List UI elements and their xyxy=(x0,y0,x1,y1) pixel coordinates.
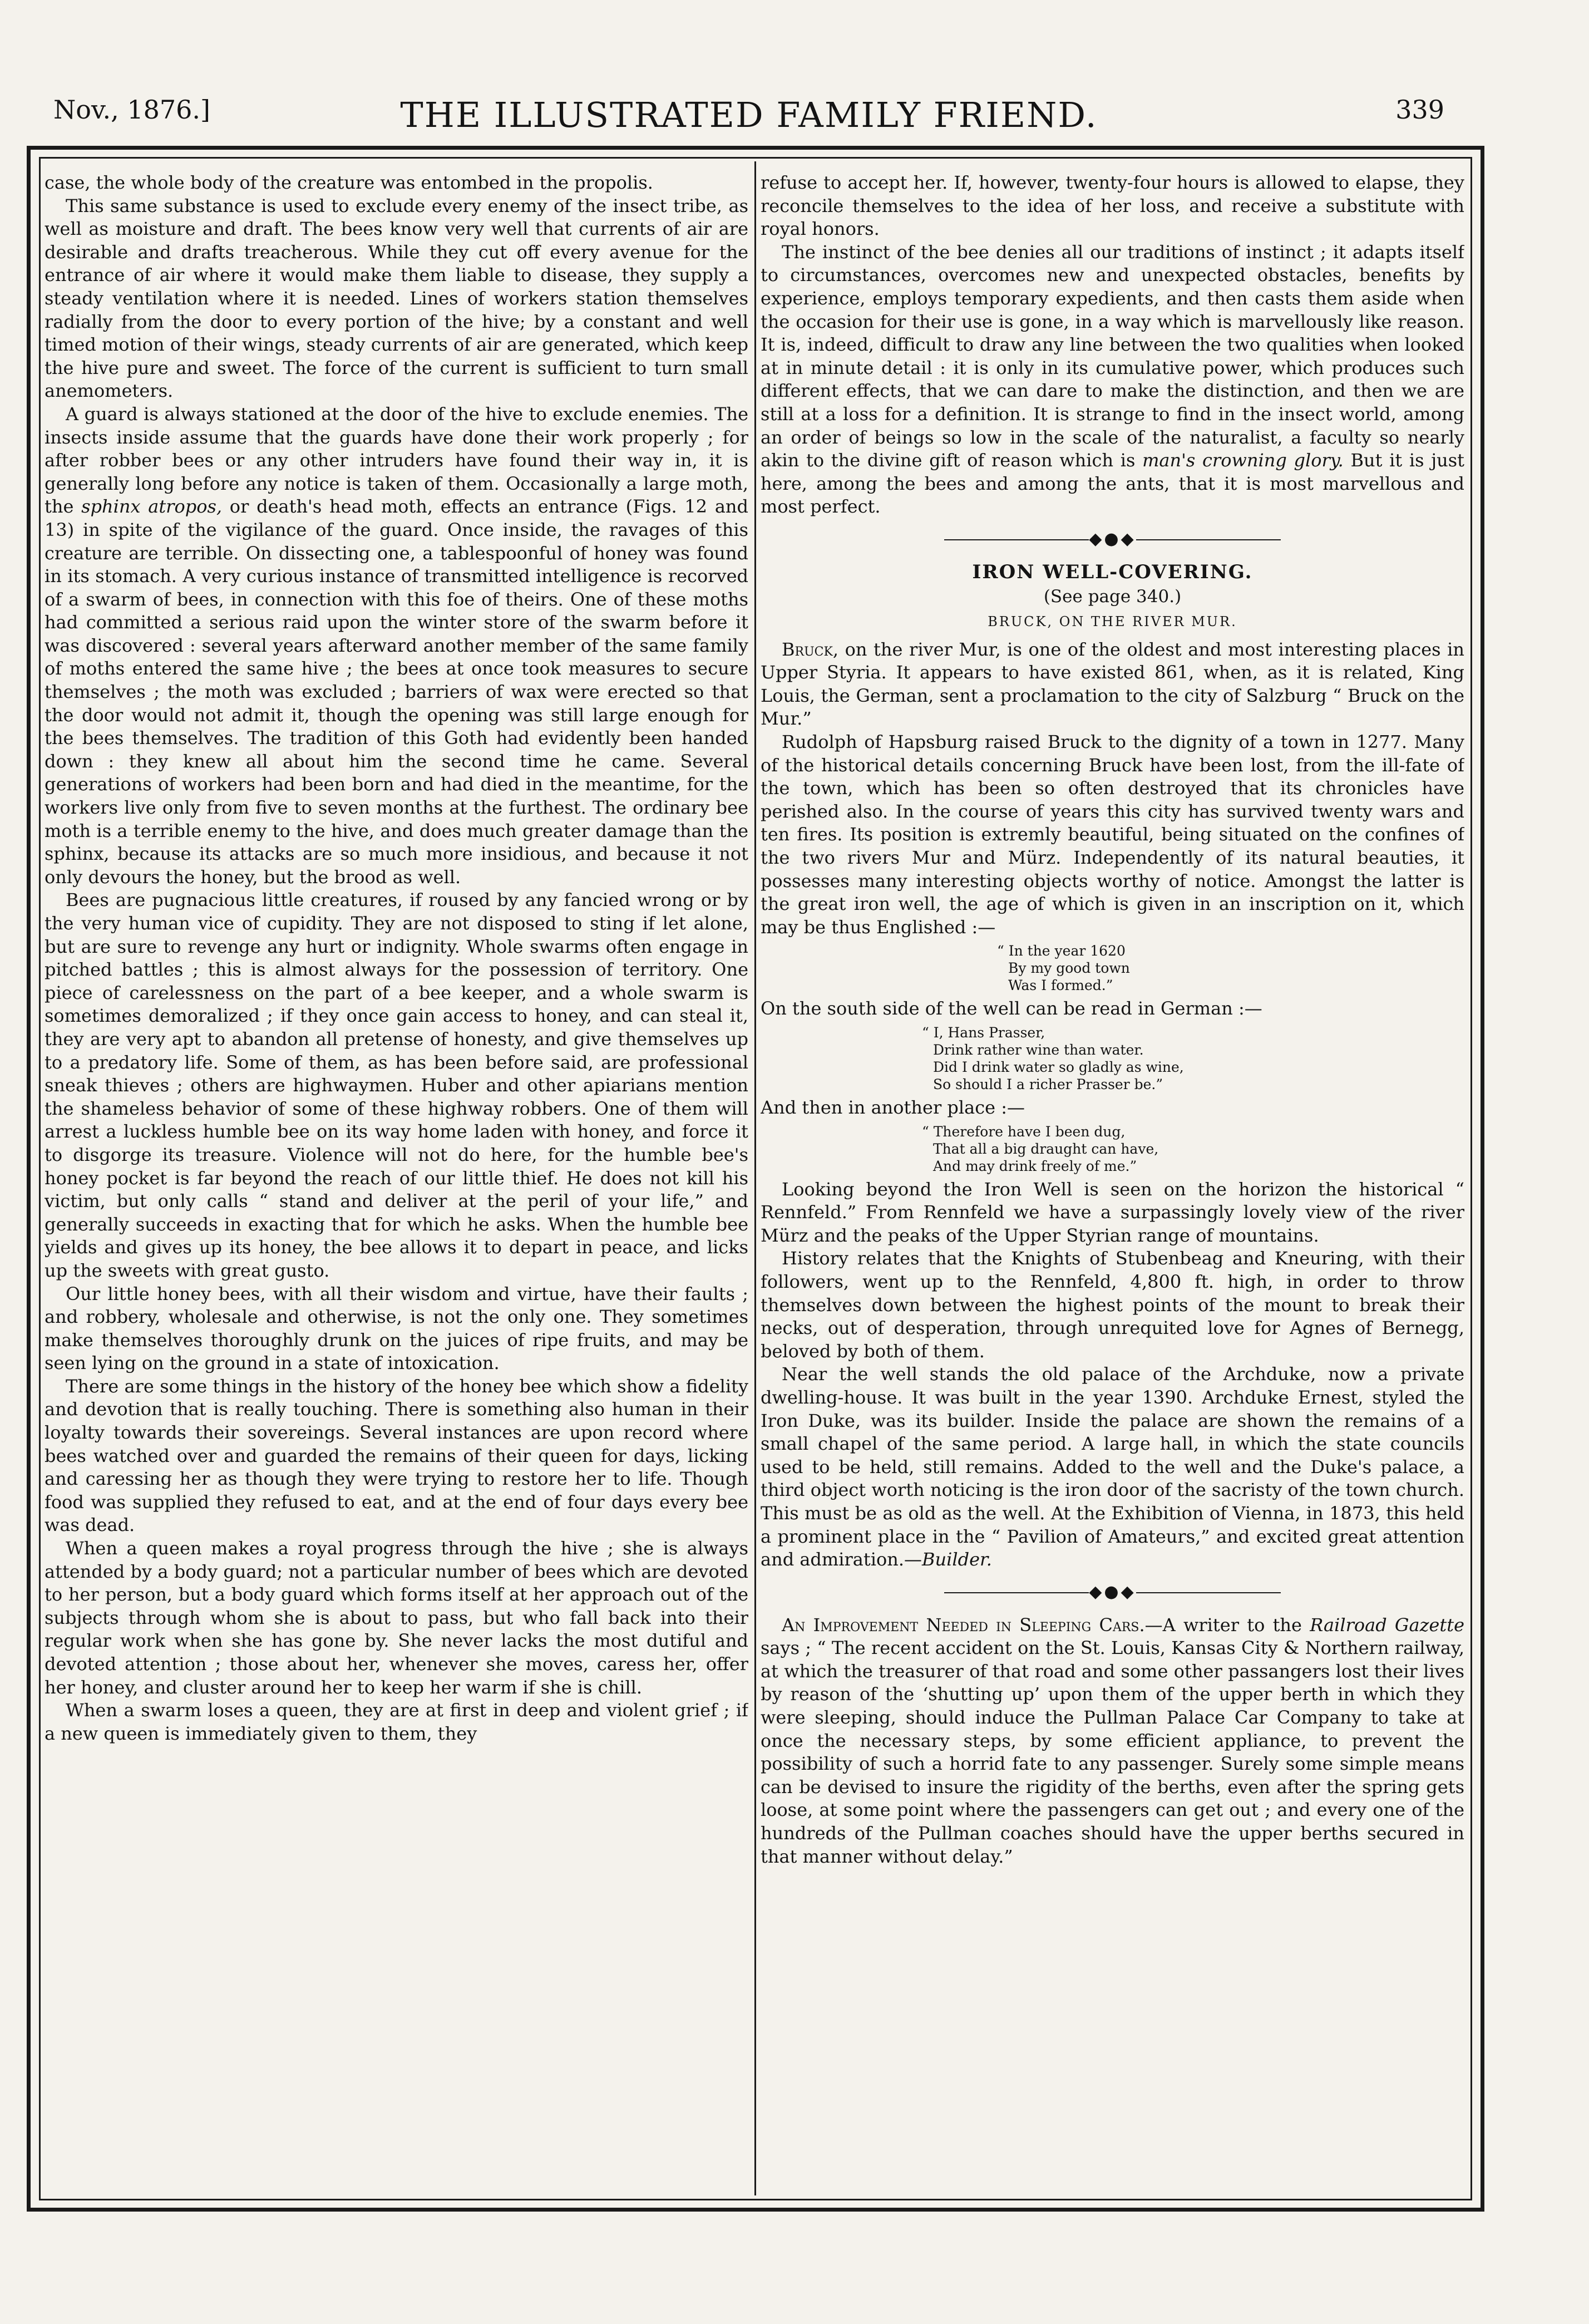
publication-name: Railroad Gazette xyxy=(1310,1614,1464,1636)
section-dateline: BRUCK, ON THE RIVER MUR. xyxy=(988,614,1237,630)
inscription-verse: “ In the year 1620 By my good town Was I formed.” xyxy=(997,943,1130,994)
paragraph: refuse to accept her. If, however, twenty-four hours is allowed to elapse, they reconcile themselves to the idea of her loss, and receive a substitute with royal honors. xyxy=(761,172,1464,240)
paragraph: case, the whole body of the creature was entombed in the propolis. xyxy=(45,172,653,193)
paragraph: Bees are pugnacious little creatures, if roused by any fancied wrong or by the very human vice of cupidity. They are not disposed to sting if let alone, but are sure to revenge any hurt or indignity. Whole swarms often engage in pitched battles ; this is almost always for the possession of territory. One piece of carelessness on the part of a bee keeper, and a whole swarm is sometimes demoralized ; if they once gain access to honey, and can steal it, they are very apt to abandon all pretense of honesty, and give themselves up to a predatory life. Some of them, as has been before said, are professional sneak thieves ; others are highwaymen. Huber and other apiarians mention the shameless behavior of some of these highway robbers. One of them will arrest a luckless humble bee on its way home laden with honey, and force it to disgorge its treasure. Violence will not do here, for the humble bee's honey pocket is far beyond the reach of our little thief. He does not kill his victim, but only calls “ stand and deliver at the peril of your life,” and generally succeeds in exacting that for which he asks. When the humble bee yields and gives up its honey, the bee allows it to depart in peace, and licks up the sweets with great gusto. xyxy=(45,889,748,1281)
paragraph: History relates that the Knights of Stubenbeag and Kneuring, with their followers, went up to the Rennfeld, 4,800 ft. high, in order to throw themselves down between the highest points of the mount to break their necks, out of desperation, through unrequited love for Agnes of Bernegg, beloved by both of them. xyxy=(761,1248,1464,1362)
section-ornament: ◆●◆ xyxy=(761,531,1464,548)
right-column xyxy=(761,171,1464,2192)
german-verse: “ I, Hans Prasser, Drink rather wine than water. Did I drink water so gladly as wine, So should I a richer Prasser be.” xyxy=(922,1025,1184,1092)
article-title: An Improvement Needed in Sleeping Cars. xyxy=(782,1614,1145,1636)
paragraph: Bruck, on the river Mur, is one of the oldest and most interesting places in Upper Styria. It appears to have existed 861, when, as it is related, King Louis, the German, sent a proclamation to the city of Salzburg “ Bruck on the Mur.” xyxy=(761,638,1464,730)
paragraph: A guard is always stationed at the door of the hive to exclude enemies. The insects inside assume that the guards have done their work properly ; for after robber bees or any other intruders have found their way in, it is generally long before any notice is taken of them. Occasionally a large moth, the sphinx atropos, or death's head moth, effects an entrance (Figs. 12 and 13) in spite of the vigilance of the guard. Once inside, the ravages of this creature are terrible. On dissecting one, a tablespoonful of honey was found in its stomach. A very curious instance of transmitted intelligence is recorved of a swarm of bees, in connection with this foe of theirs. One of these moths had committed a serious raid upon the winter store of the swarm before it was discovered : several years afterward another member of the same family of moths entered the same hive ; the bees at once took measures to secure themselves ; the moth was excluded ; barriers of wax were erected so that the door would not admit it, though the opening was still large enough for the bees themselves. The tradition of this Goth had evidently been handed down : they knew all about him the second time he came. Several generations of workers had been born and had died in the meantime, for the workers live only from five to seven months at the furthest. The ordinary bee moth is a terrible enemy to the hive, and does much greater damage than the sphinx, because its attacks are so much more insidious, and because it not only devours the honey, but the brood as well. xyxy=(45,403,748,888)
section-ornament: ◆●◆ xyxy=(761,1584,1464,1601)
paragraph: Near the well stands the old palace of the Archduke, now a private dwelling-house. It was built in the year 1390. Archduke Ernest, styled the Iron Duke, was its builder. Inside the palace are shown the remains of a small chapel of the same period. A large hall, in which the state councils used to be held, still remains. Added to the well and the Duke's palace, a third object worth noticing is the iron door of the sacristy of the town church. This must be as old as the well. At the Exhibition of Vienna, in 1873, this held a prominent place in the “ Pavilion of Amateurs,” and excited great attention and admiration.—Builder. xyxy=(761,1363,1464,1570)
paragraph: Our little honey bees, with all their wisdom and virtue, have their faults ; and robbery, wholesale and otherwise, is not the only one. They sometimes make themselves thoroughly drunk on the juices of ripe fruits, and may be seen lying on the ground in a state of intoxication. xyxy=(45,1283,748,1374)
emphasis: man's crowning glory. xyxy=(1142,450,1344,471)
running-head xyxy=(53,83,1444,145)
paragraph: Looking beyond the Iron Well is seen on the horizon the historical “ Rennfeld.” From Rennfeld we have a surpassingly lovely view of the river Mürz and the peaks of the Upper Styrian range of mountains. xyxy=(761,1178,1464,1246)
paragraph: An Improvement Needed in Sleeping Cars.—A writer to the Railroad Gazette says ; “ The recent accident on the St. Louis, Kansas City & Northern railway, at which the treasurer of that road and some other passangers lost their lives by reason of the ‘shutting up’ upon them of the upper berth in which they were sleeping, should induce the Pullman Palace Car Company to take at once the necessary steps, by some efficient appliance, to prevent the possibility of such a horrid fate to any passenger. Surely some simple means can be devised to insure the rigidity of the berths, even after the spring gets loose, at some point where the passengers can get out ; and every one of the hundreds of the Pullman coaches should have the upper berths secured in that manner without delay.” xyxy=(761,1614,1464,1867)
paragraph: When a swarm loses a queen, they are at first in deep and violent grief ; if a new queen is immediately given to them, they xyxy=(45,1700,748,1744)
section-title: IRON WELL-COVERING. xyxy=(972,560,1253,583)
issue-date: Nov., 1876.] xyxy=(53,95,210,125)
journal-title: THE ILLUSTRATED FAMILY FRIEND. xyxy=(400,95,1098,135)
page-number: 339 xyxy=(1395,95,1444,125)
section-see-page: (See page 340.) xyxy=(1043,586,1182,607)
emphasis: sphinx atropos, xyxy=(81,496,223,518)
lead-word: Bruck xyxy=(782,638,833,660)
paragraph: And then in another place :— xyxy=(761,1097,1025,1118)
source-credit: Builder. xyxy=(922,1549,992,1570)
column-divider xyxy=(754,161,756,2195)
left-column xyxy=(45,171,748,2192)
well-verse: “ Therefore have I been dug, That all a big draught can have, And may drink freely of me.” xyxy=(922,1123,1159,1174)
paragraph: The instinct of the bee denies all our traditions of instinct ; it adapts itself to circumstances, overcomes new and unexpected obstacles, benefits by experience, employs temporary expedients, and then casts them aside when the occasion for their use is gone, in a way which is marvellously like reason. It is, indeed, difficult to draw any line between the two qualities when looked at in minute detail : it is only in its cumulative power, which produces such different effects, that we can dare to make the distinction, and then we are still at a loss for a definition. It is strange to find in the insect world, among an order of beings so low in the scale of the naturalist, a faculty so nearly akin to the divine gift of reason which is man's crowning glory. But it is just here, among the bees and among the ants, that it is most marvellous and most perfect. xyxy=(761,241,1464,518)
paragraph: On the south side of the well can be read in German :— xyxy=(761,998,1262,1020)
paragraph: There are some things in the history of the honey bee which show a fidelity and devotion that is really touching. There is something also human in their loyalty towards their sovereings. Several instances are upon record where bees watched over and guarded the remains of their queen for days, licking and caressing her as though they were trying to restore her to life. Though food was supplied they refused to eat, and at the end of four days every bee was dead. xyxy=(45,1375,748,1536)
paragraph: When a queen makes a royal progress through the hive ; she is always attended by a body guard; not a particular number of bees which are devoted to her person, but a body guard which forms itself at her approach out of the subjects through whom she is about to pass, but who fall back into their regular work when she has gone by. She never lacks the most dutiful and devoted attention ; those about her, whenever she moves, caress her, offer her honey, and cluster around her to keep her warm if she is chill. xyxy=(45,1538,748,1698)
paragraph: Rudolph of Hapsburg raised Bruck to the dignity of a town in 1277. Many of the historical details concerning Bruck have been lost, from the ill-fate of the town, which has been so often destroyed that its chronicles have perished also. In the course of years this city has survived twenty wars and ten fires. Its position is extremly beautiful, being situated on the confines of the two rivers Mur and Mürz. Independently of its natural beauties, it possesses many interesting objects worthy of notice. Amongst the latter is the great iron well, the age of which is given in an inscription on it, which may be thus Englished :— xyxy=(761,731,1464,938)
paragraph: This same substance is used to exclude every enemy of the insect tribe, as well as moisture and draft. The bees know very well that currents of air are desirable and drafts treacherous. While they cut off every avenue for the entrance of air where it would make them liable to disease, they supply a steady ventilation where it is needed. Lines of workers station themselves radially from the door to every portion of the hive; by a constant and well timed motion of their wings, steady currents of air are generated, which keep the hive pure and sweet. The force of the current is sufficient to turn small anemometers. xyxy=(45,195,748,402)
